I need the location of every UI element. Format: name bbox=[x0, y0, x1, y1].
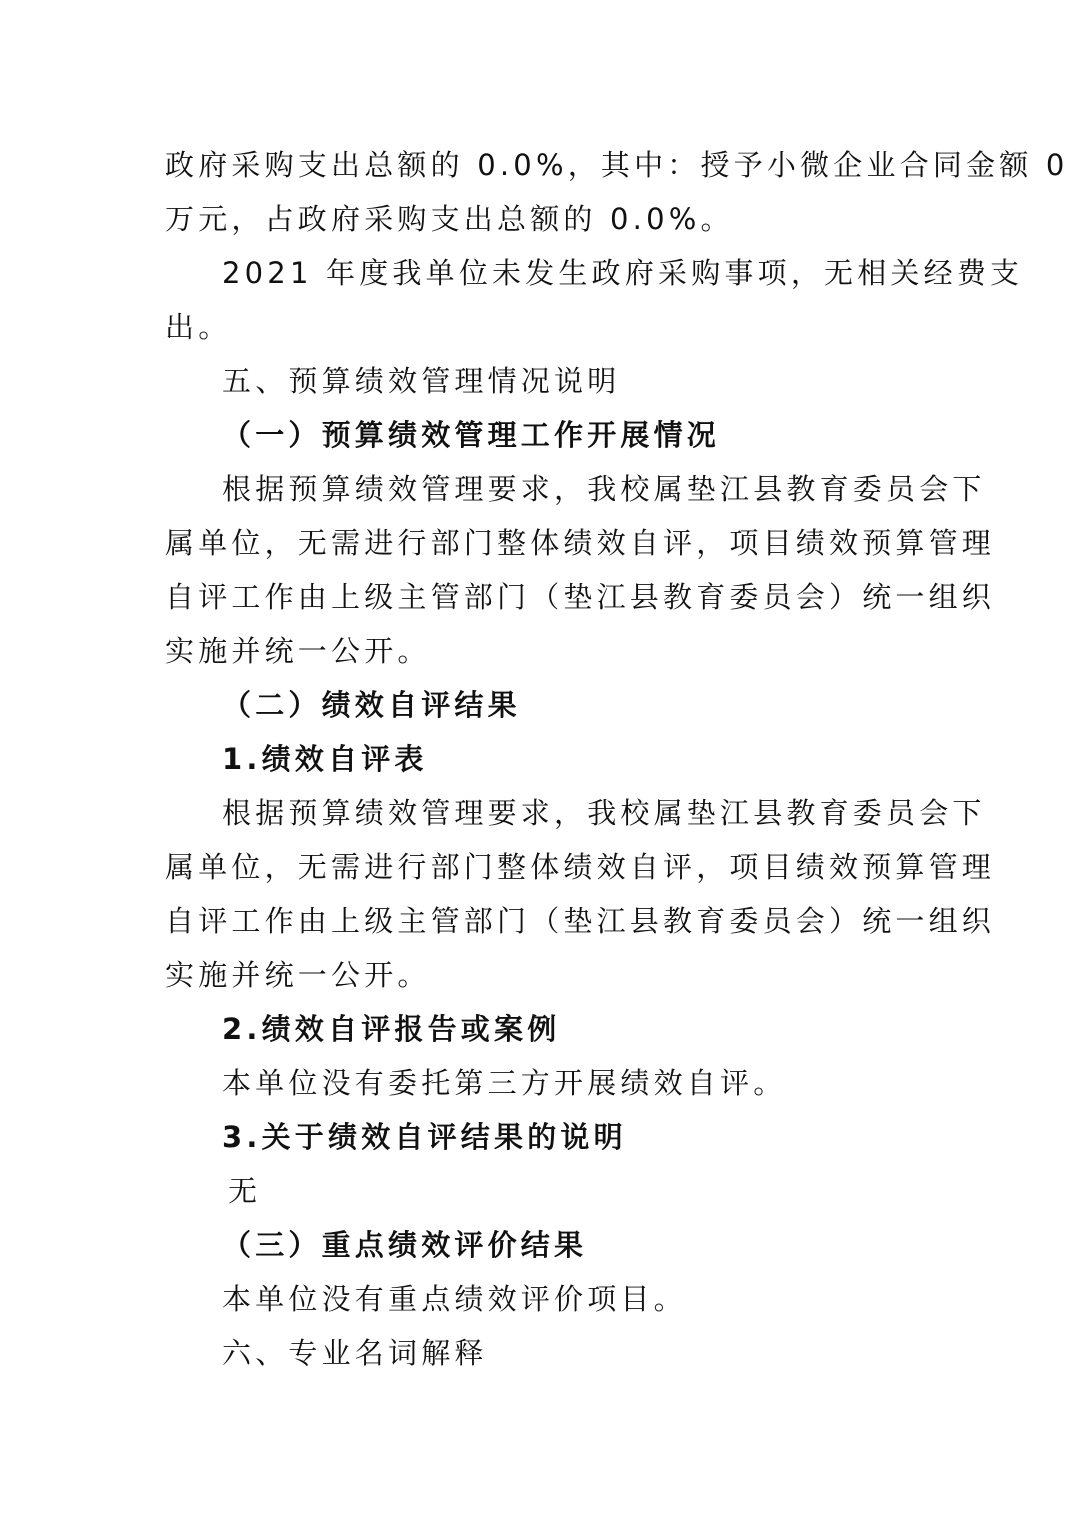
paragraph-line: 自评工作由上级主管部门（垫江县教育委员会）统一组织 bbox=[165, 580, 996, 614]
paragraph-line: 政府采购支出总额的 0.0%，其中：授予小微企业合同金额 0 bbox=[165, 148, 1069, 182]
paragraph-line: 无 bbox=[228, 1174, 262, 1208]
item-heading: 2.绩效自评报告或案例 bbox=[222, 1012, 561, 1046]
subsection-heading: （三）重点绩效评价结果 bbox=[222, 1228, 588, 1262]
item-heading: 1.绩效自评表 bbox=[222, 742, 428, 776]
subsection-heading: （一）预算绩效管理工作开展情况 bbox=[222, 418, 721, 452]
section-heading: 六、专业名词解释 bbox=[222, 1336, 488, 1370]
paragraph-line: 根据预算绩效管理要求，我校属垫江县教育委员会下 bbox=[222, 796, 986, 830]
item-heading: 3.关于绩效自评结果的说明 bbox=[222, 1120, 627, 1154]
paragraph-line: 出。 bbox=[165, 310, 232, 344]
paragraph-line: 根据预算绩效管理要求，我校属垫江县教育委员会下 bbox=[222, 472, 986, 506]
paragraph-line: 自评工作由上级主管部门（垫江县教育委员会）统一组织 bbox=[165, 904, 996, 938]
paragraph-line: 本单位没有重点绩效评价项目。 bbox=[222, 1282, 687, 1316]
paragraph-line: 实施并统一公开。 bbox=[165, 634, 431, 668]
paragraph-line: 本单位没有委托第三方开展绩效自评。 bbox=[222, 1066, 787, 1100]
subsection-heading: （二）绩效自评结果 bbox=[222, 688, 521, 722]
paragraph-line: 属单位，无需进行部门整体绩效自评，项目绩效预算管理 bbox=[165, 526, 996, 560]
section-heading: 五、预算绩效管理情况说明 bbox=[222, 364, 621, 398]
paragraph-line: 属单位，无需进行部门整体绩效自评，项目绩效预算管理 bbox=[165, 850, 996, 884]
paragraph-line: 实施并统一公开。 bbox=[165, 958, 431, 992]
paragraph-line: 万元，占政府采购支出总额的 0.0%。 bbox=[165, 202, 734, 236]
paragraph-line: 2021 年度我单位未发生政府采购事项，无相关经费支 bbox=[222, 256, 1024, 290]
